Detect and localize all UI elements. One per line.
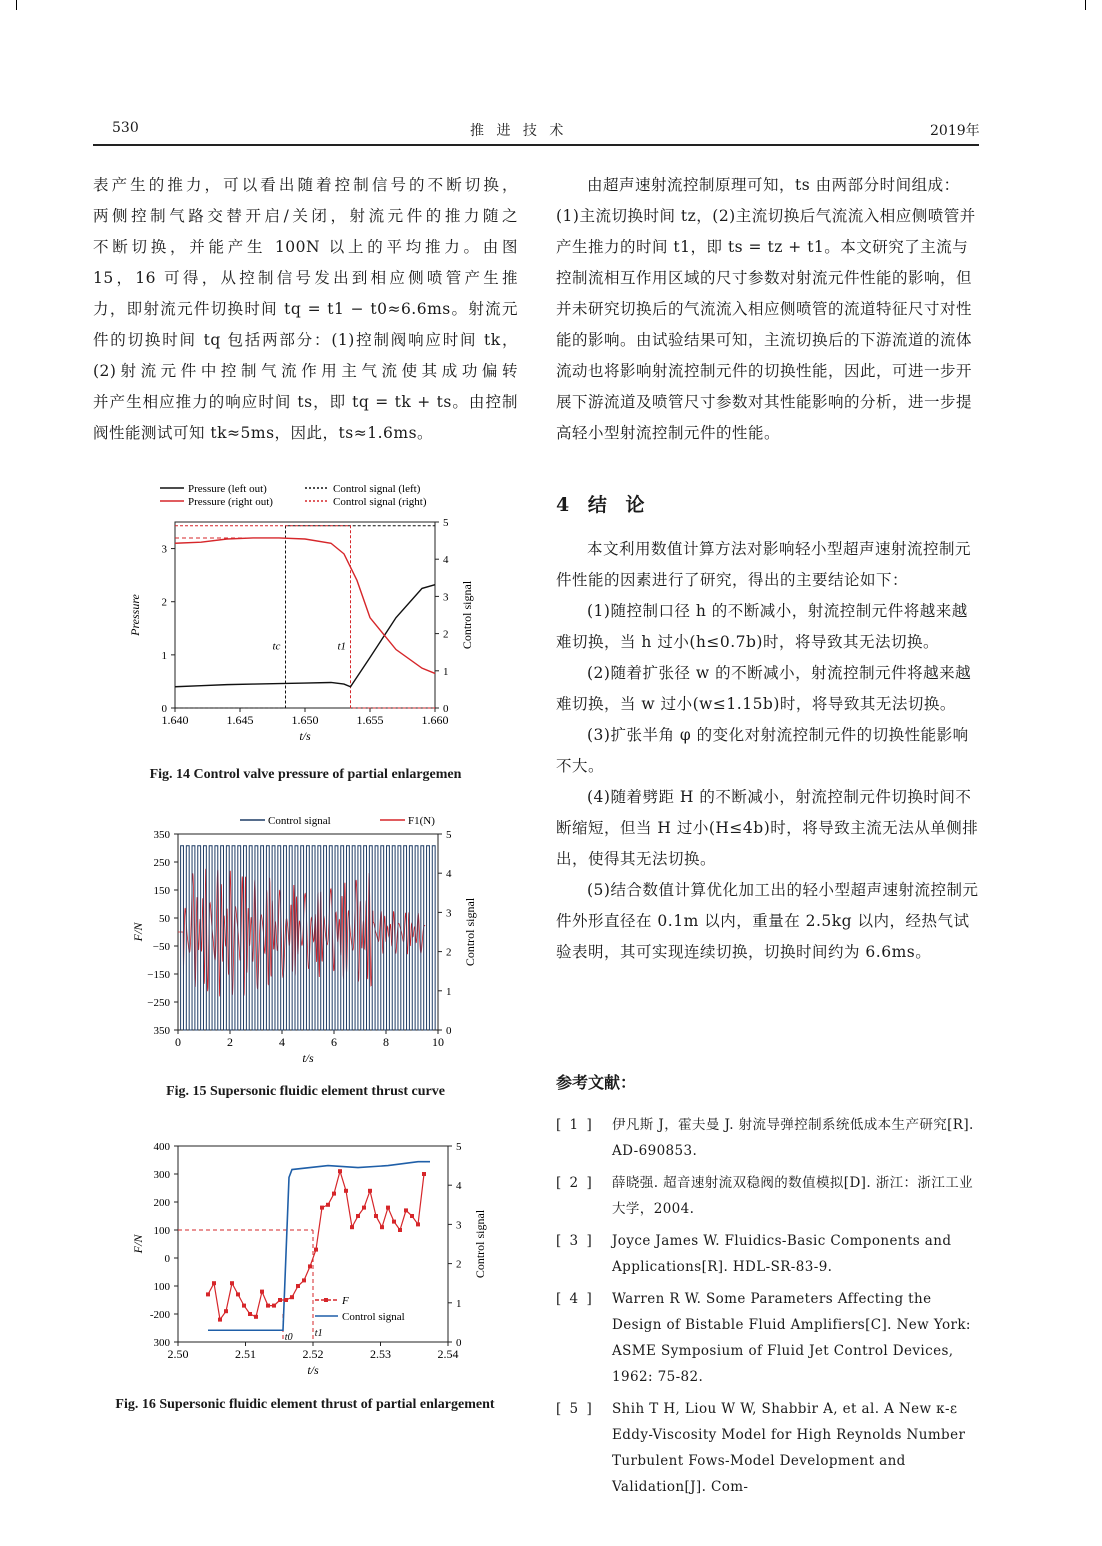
y-tick-label: 1 [161, 649, 167, 662]
reference-item [556, 1228, 980, 1280]
y-tick-label: 2 [161, 596, 167, 609]
conclusion-item: (5)结合数值计算优化加工出的轻小型超声速射流控制元件外形直径在 0.1m 以内，重量在 2.5kg 以内，经热气试验表明，其可实现连续切换，切换时间约为 6.6ms。 [556, 881, 979, 961]
y2-tick-label: 4 [446, 868, 452, 881]
thrust-point [416, 1222, 420, 1226]
text-line: 两侧控制气路交替开启/关闭，射流元件的推力随之 [93, 207, 518, 225]
x-tick-label: 1.650 [291, 713, 319, 727]
header-year: 2019年 [930, 123, 980, 139]
y2-tick-label: 3 [446, 907, 452, 920]
y-axis-label: F/N [131, 1234, 145, 1254]
y-tick-label: −150 [147, 969, 170, 981]
annotation-t1: t1 [337, 640, 347, 653]
text-line: 件的切换时间 tq 包括两部分：(1)控制阀响应时间 tk， [93, 331, 518, 349]
text-line: 15，16 可得，从控制信号发出到相应侧喷管产生推 [93, 269, 518, 287]
thrust-point [260, 1290, 264, 1294]
thrust-point [410, 1214, 414, 1218]
thrust-point [302, 1278, 306, 1282]
pressure-line [175, 585, 435, 687]
x-tick-label: 0 [175, 1035, 181, 1049]
thrust-point [320, 1206, 324, 1210]
conclusion-item: (4)随着劈距 H 的不断减小，射流控制元件切换时间不断缩短，但当 H 过小(H≤4b)时，将导致主流无法从单侧排出，使得其无法切换。 [556, 788, 979, 868]
thrust-point [326, 1203, 330, 1207]
legend-label: F1(N) [408, 815, 435, 827]
reference-item [556, 1112, 980, 1164]
y-tick-label: 300 [153, 1169, 170, 1181]
annotation-t1: t1 [314, 1328, 323, 1339]
crop-mark-right [1085, 0, 1086, 10]
y2-tick-label: 0 [443, 703, 449, 715]
references-title: 参考文献： [556, 1073, 637, 1092]
thrust-point [362, 1206, 366, 1210]
thrust-point [278, 1298, 282, 1302]
y2-tick-label: 2 [443, 628, 449, 641]
y-tick-label: 3 [161, 543, 167, 556]
x-tick-label: 2 [227, 1035, 233, 1049]
fig16-caption: Fig. 16 Supersonic fluidic element thrust of partial enlargement [115, 1397, 495, 1412]
x-tick-label: 8 [383, 1035, 389, 1049]
y2-tick-label: 5 [443, 517, 449, 529]
thrust-point [392, 1220, 396, 1224]
pressure-line [175, 538, 435, 674]
thrust-point [236, 1292, 240, 1296]
figure-14-chart [125, 480, 505, 755]
y-axis-label: Pressure [128, 594, 142, 636]
x-tick-label: 10 [432, 1035, 444, 1049]
thrust-point [218, 1318, 222, 1322]
y-tick-label: 400 [153, 1141, 170, 1153]
reference-item [556, 1286, 980, 1390]
thrust-point [422, 1172, 426, 1176]
y2-tick-label: 4 [456, 1180, 462, 1193]
thrust-point [398, 1228, 402, 1232]
conclusion-intro: 本文利用数值计算方法对影响轻小型超声速射流控制元件性能的因素进行了研究，得出的主要结论如下： [556, 540, 972, 589]
reference-number: [ 2 ] [556, 1175, 594, 1191]
thrust-point [284, 1298, 288, 1302]
conclusion-item: (1)随控制口径 h 的不断减小，射流控制元件将越来越难切换，当 h 过小(h≤0.7b)时，将导致其无法切换。 [556, 602, 968, 651]
thrust-point [380, 1225, 384, 1229]
crop-mark-left [16, 0, 17, 10]
x-tick-label: 2.51 [235, 1347, 256, 1361]
y2-axis-label: Control signal [460, 580, 474, 650]
header-rule [93, 144, 979, 146]
legend-label: F [342, 1295, 349, 1307]
reference-text: 伊凡斯 J，霍夫曼 J. 射流导弹控制系统低成本生产研究[R]. AD-690853. [612, 1117, 974, 1159]
x-axis-label: t/s [299, 729, 311, 743]
y2-tick-label: 1 [456, 1297, 462, 1310]
thrust-point [404, 1208, 408, 1212]
fig15-caption: Fig. 15 Supersonic fluidic element thrust curve [166, 1084, 445, 1099]
y-tick-label: 250 [153, 857, 170, 869]
y-tick-label: 0 [164, 1253, 170, 1265]
y-axis-label: F/N [131, 922, 145, 942]
text-line: 力，即射流元件切换时间 tq = t1 − t0≈6.6ms。射流元 [93, 300, 518, 318]
right-column [556, 170, 980, 449]
thrust-point [350, 1225, 354, 1229]
thrust-line [208, 1171, 424, 1319]
y-tick-label: 350 [153, 829, 170, 841]
y2-tick-label: 3 [443, 591, 449, 604]
thrust-point [296, 1284, 300, 1288]
x-axis-label: t/s [307, 1363, 319, 1377]
plot-frame [175, 522, 435, 708]
y2-tick-label: 1 [443, 665, 449, 678]
y-tick-label: 100 [153, 1281, 170, 1293]
left-column-text [93, 170, 518, 449]
legend-label: Control signal [268, 815, 331, 827]
thrust-point [314, 1248, 318, 1252]
x-tick-label: 2.50 [167, 1347, 189, 1361]
thrust-point [338, 1169, 342, 1173]
y2-tick-label: 0 [456, 1337, 462, 1349]
fig14-caption: Fig. 14 Control valve pressure of partial enlargemen [149, 767, 462, 782]
y2-tick-label: 0 [446, 1025, 452, 1037]
y2-axis-label: Control signal [463, 897, 477, 967]
conclusion-text [556, 534, 980, 968]
text-line: 不断切换，并能产生 100N 以上的平均推力。由图 [93, 238, 518, 256]
y-tick-label: 0 [161, 703, 167, 715]
reference-number: [ 1 ] [556, 1117, 594, 1133]
annotation-t0: t0 [284, 1332, 293, 1343]
conclusion-item: (2)随着扩张径 w 的不断减小，射流控制元件将越来越难切换，当 w 过小(w≤1.15b)时，将导致其无法切换。 [556, 664, 972, 713]
thrust-point [368, 1189, 372, 1193]
y2-tick-label: 4 [443, 554, 449, 567]
y2-axis-label: Control signal [473, 1209, 487, 1279]
thrust-point [308, 1264, 312, 1268]
y2-tick-label: 1 [446, 985, 452, 998]
thrust-point [344, 1189, 348, 1193]
figure-15-chart [130, 812, 510, 1072]
journal-title: 推 进 技 术 [470, 123, 568, 139]
y2-tick-label: 5 [446, 829, 452, 841]
thrust-point [374, 1214, 378, 1218]
y-tick-label: −250 [147, 997, 170, 1009]
reference-item [556, 1396, 980, 1500]
reference-text: Shih T H, Liou W W, Shabbir A, et al. A New κ-ε Eddy-Viscosity Model for High Reynolds Number Turbulent Fows-Model Development and Validation[J]. Com- [612, 1401, 966, 1495]
thrust-point [266, 1304, 270, 1308]
y-tick-label: 300 [153, 1337, 170, 1349]
legend-label: Pressure (left out) [188, 483, 267, 495]
legend-label: Control signal (right) [333, 496, 427, 508]
reference-item [556, 1170, 980, 1222]
thrust-point [356, 1214, 360, 1218]
y-tick-label: 200 [153, 1197, 170, 1209]
references-list [556, 1112, 980, 1506]
reference-text: 薛晓强. 超音速射流双稳阀的数值模拟[D]. 浙江：浙江工业大学，2004. [612, 1175, 974, 1217]
legend-label: Control signal [342, 1311, 405, 1323]
control-signal-line [208, 1162, 430, 1331]
y-tick-label: 100 [153, 1225, 170, 1237]
reference-number: [ 5 ] [556, 1401, 594, 1417]
reference-text: Joyce James W. Fluidics-Basic Components and Applications[R]. HDL-SR-83-9. [612, 1233, 952, 1275]
legend-label: Control signal (left) [333, 483, 421, 495]
conclusion-item: (3)扩张半角 φ 的变化对射流控制元件的切换性能影响不大。 [556, 726, 969, 775]
y-tick-label: 50 [159, 913, 170, 925]
reference-number: [ 4 ] [556, 1291, 594, 1307]
x-axis-label: t/s [302, 1051, 314, 1065]
section-title: 4 结 论 [556, 494, 651, 516]
thrust-point [386, 1206, 390, 1210]
thrust-point [254, 1315, 258, 1319]
y-tick-label: −50 [152, 941, 170, 953]
thrust-point [242, 1304, 246, 1308]
thrust-point [272, 1304, 276, 1308]
page-number: 530 [112, 120, 139, 136]
y2-tick-label: 2 [446, 946, 452, 959]
text-line: 表产生的推力，可以看出随着控制信号的不断切换， [93, 176, 518, 194]
x-tick-label: 2.53 [370, 1347, 391, 1361]
thrust-point [230, 1281, 234, 1285]
x-tick-label: 2.54 [437, 1347, 459, 1361]
y2-tick-label: 5 [456, 1141, 462, 1153]
y-tick-label: 350 [153, 1025, 170, 1037]
legend-swatch [324, 1298, 328, 1302]
x-tick-label: 4 [279, 1035, 285, 1049]
y-tick-label: -200 [149, 1309, 170, 1321]
text-line: 并产生相应推力的响应时间 ts，即 tq = tk + ts。由控制 [93, 393, 518, 411]
thrust-point [248, 1312, 252, 1316]
text-line: 阀性能测试可知 tk≈5ms，因此，ts≈1.6ms。 [93, 424, 434, 442]
legend-label: Pressure (right out) [188, 496, 273, 508]
figure-16-chart [130, 1132, 510, 1382]
text-line: (2)射流元件中控制气流作用主气流使其成功偏转 [93, 362, 518, 380]
x-tick-label: 6 [331, 1035, 337, 1049]
x-tick-label: 1.655 [356, 713, 384, 727]
x-tick-label: 1.660 [421, 713, 449, 727]
y2-tick-label: 2 [456, 1258, 462, 1271]
x-tick-label: 1.640 [161, 713, 189, 727]
thrust-point [212, 1281, 216, 1285]
x-tick-label: 1.645 [226, 713, 254, 727]
plot-frame [178, 834, 438, 1030]
y-tick-label: 150 [153, 885, 170, 897]
thrust-point [206, 1292, 210, 1296]
annotation-tc: tc [272, 640, 281, 653]
thrust-point [332, 1192, 336, 1196]
x-tick-label: 2.52 [302, 1347, 324, 1361]
reference-text: Warren R W. Some Parameters Affecting the Design of Bistable Fluid Amplifiers[C]. New York: ASME Symposium of Fluid Jet Control Devices, 1962: 75-82. [612, 1291, 971, 1385]
paragraph-intro: 由超声速射流控制原理可知，ts 由两部分时间组成：(1)主流切换时间 tz，(2)主流切换后气流流入相应侧喷管并产生推力的时间 t1，即 ts = tz + t1。本文研究了主流与控制流相互作用区域的尺寸参数对射流元件性能的影响，但并未研究切换后的气流流入相应侧喷管的流道特征尺寸对性能的影响。由试验结果可知，主流切换后的下游流道的流体流动也将影响射流控制元件的切换性能，因此，可进一步开展下游流道及喷管尺寸参数对其性能影响的分析，进一步提高轻小型射流控制元件的性能。 [556, 176, 976, 442]
reference-number: [ 3 ] [556, 1233, 594, 1249]
thrust-point [224, 1309, 228, 1313]
thrust-point [290, 1295, 294, 1299]
y2-tick-label: 3 [456, 1219, 462, 1232]
